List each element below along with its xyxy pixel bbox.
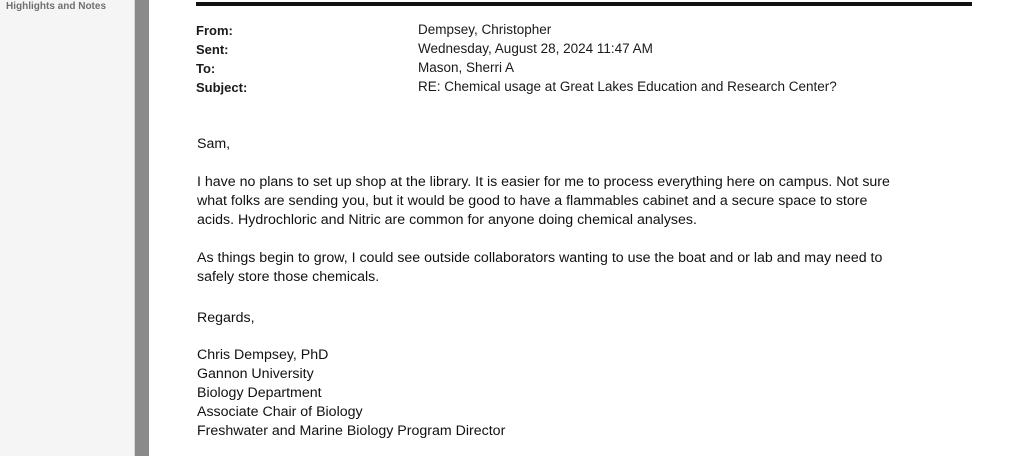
sidebar-header-highlights-and-notes[interactable]: Highlights and Notes	[6, 1, 106, 12]
sent-label: Sent:	[196, 42, 229, 57]
signature-name: Chris Dempsey, PhD	[197, 347, 329, 363]
body-paragraph-1-line-2: what folks are sending you, but it would be good to have a flammables cabinet and a secure space to store	[197, 193, 868, 209]
signature-title: Associate Chair of Biology	[197, 404, 363, 420]
sent-value: Wednesday, August 28, 2024 11:47 AM	[418, 41, 653, 56]
signature-institution: Gannon University	[197, 366, 314, 382]
signature-program: Freshwater and Marine Biology Program Director	[197, 423, 506, 439]
body-paragraph-1-line-3: acids. Hydrochloric and Nitric are common for anyone doing chemical analyses.	[197, 212, 697, 228]
from-label: From:	[196, 23, 233, 38]
subject-label: Subject:	[196, 80, 248, 95]
to-value: Mason, Sherri A	[418, 60, 515, 75]
body-paragraph-1-line-1: I have no plans to set up shop at the library. It is easier for me to process everything here on campus. Not sure	[197, 174, 890, 190]
body-paragraph-2-line-1: As things begin to grow, I could see outside collaborators wanting to use the boat and or lab and may need to	[197, 250, 883, 266]
body-paragraph-2-line-2: safely store those chemicals.	[197, 269, 380, 285]
from-value: Dempsey, Christopher	[418, 22, 552, 37]
document-page	[149, 0, 1024, 456]
sidebar	[0, 0, 135, 456]
header-divider	[196, 2, 972, 6]
to-label: To:	[196, 61, 216, 76]
page-gutter	[135, 0, 149, 456]
greeting: Sam,	[197, 136, 231, 152]
closing: Regards,	[197, 310, 255, 326]
subject-value: RE: Chemical usage at Great Lakes Education and Research Center?	[418, 79, 837, 94]
signature-department: Biology Department	[197, 385, 322, 401]
